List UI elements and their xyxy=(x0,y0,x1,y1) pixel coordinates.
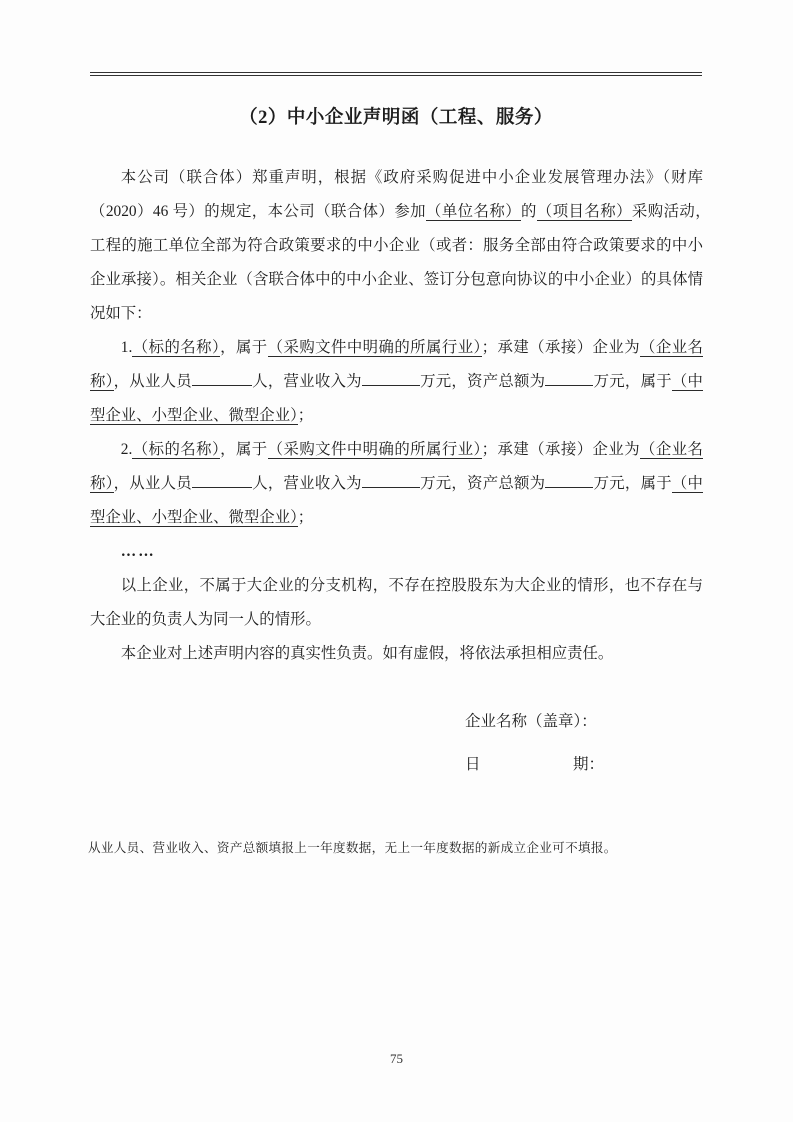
field-enterprise-type: （中型企业、小型企业、微型企业） xyxy=(90,475,703,526)
text-run: 本企业对上述声明内容的真实性负责。如有虚假，将依法承担相应责任。 xyxy=(120,645,614,662)
paragraph-item-1 xyxy=(90,331,703,433)
blank-revenue xyxy=(362,370,420,386)
blank-employees xyxy=(192,370,252,386)
field-industry: （采购文件中明确的所属行业） xyxy=(267,339,482,356)
text-run: 万元，资产总额为 xyxy=(419,475,546,492)
text-run: ； xyxy=(297,509,314,526)
field-subject-name: （标的名称） xyxy=(132,441,221,458)
text-run: 2. xyxy=(120,441,133,458)
field-industry: （采购文件中明确的所属行业） xyxy=(267,441,482,458)
paragraph-ellipsis xyxy=(90,535,703,569)
text-run: 万元，属于 xyxy=(593,475,672,492)
paragraph-no-large-enterprise-relation xyxy=(90,569,703,637)
signature-block xyxy=(465,711,604,776)
text-run: 人，营业收入为 xyxy=(251,373,362,390)
page-number: 75 xyxy=(390,1051,403,1066)
text-run: ，从业人员 xyxy=(113,475,192,492)
field-unit-name: （单位名称） xyxy=(426,203,522,220)
footnote: 从业人员、营业收入、资产总额填报上一年度数据，无上一年度数据的新成立企业可不填报。 xyxy=(88,841,617,855)
field-company-name: （企业名称） xyxy=(90,441,703,492)
text-run: ，属于 xyxy=(220,339,268,356)
date-label-right: 期： xyxy=(572,756,604,773)
body-paragraphs xyxy=(90,161,719,671)
text-run: ，属于 xyxy=(220,441,268,458)
company-seal-label: 企业名称（盖章）： xyxy=(465,713,597,730)
blank-employees xyxy=(192,472,252,488)
text-run: 的 xyxy=(521,203,537,220)
blank-assets xyxy=(545,370,593,386)
text-run: 人，营业收入为 xyxy=(251,475,362,492)
text-run: ； xyxy=(297,407,314,424)
date-label xyxy=(465,754,604,776)
field-project-name: （项目名称） xyxy=(536,203,632,220)
text-run: 万元，资产总额为 xyxy=(419,373,546,390)
text-run: 1. xyxy=(120,339,133,356)
page-title: （2）中小企业声明函（工程、服务） xyxy=(239,108,553,128)
field-enterprise-type: （中型企业、小型企业、微型企业） xyxy=(90,373,703,424)
text-run: 以上企业，不属于大企业的分支机构，不存在控股股东为大企业的情形，也不存在与大企业的负责人为同一人的情形。 xyxy=(90,577,703,628)
text-run: …… xyxy=(120,543,156,560)
header-double-rule xyxy=(90,72,702,76)
blank-revenue xyxy=(362,472,420,488)
blank-assets xyxy=(545,472,593,488)
text-run: 万元，属于 xyxy=(593,373,672,390)
text-run: 本公司（联合体）郑重声明，根据《政府采购促进中小企业发展管理办法》（财库（2020）46 号）的规定，本公司（联合体）参加 xyxy=(90,169,703,220)
field-subject-name: （标的名称） xyxy=(132,339,221,356)
text-run: ；承建（承接）企业为 xyxy=(481,441,641,458)
field-company-name: （企业名称） xyxy=(90,339,703,390)
text-run: 采购活动， 工程的施工单位全部为符合政策要求的中小企业（或者：服务全部由符合政策要求的中小企业承接）。相关企业（含联合体中的中小企业、签订分包意向协议的中小企业）的具体情况如下： xyxy=(90,203,719,322)
paragraph-item-2 xyxy=(90,433,703,535)
text-run: ，从业人员 xyxy=(113,373,192,390)
paragraph-truthfulness xyxy=(90,637,703,671)
paragraph-intro xyxy=(90,161,719,331)
text-run: ；承建（承接）企业为 xyxy=(481,339,641,356)
date-label-left: 日 xyxy=(465,756,481,773)
